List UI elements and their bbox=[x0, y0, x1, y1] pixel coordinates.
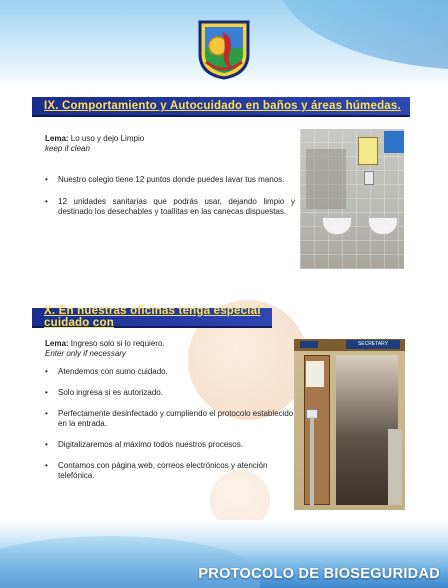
list-item: • Solo ingresa si es autorizado. bbox=[45, 388, 297, 398]
footer-title: PROTOCOLO DE BIOSEGURIDAD bbox=[198, 566, 440, 582]
lema-label: Lema: bbox=[45, 339, 69, 348]
section-x-heading-bar bbox=[32, 305, 272, 329]
section-ix-heading-bar bbox=[32, 97, 410, 117]
section-ix-heading: IX. Comportamiento y Autocuidado en baños y áreas húmedas. bbox=[44, 100, 401, 112]
section-x-heading: X. En nuestras oficinas tenga especial cuidado con bbox=[44, 305, 261, 329]
lema-text: Ingreso solo si lo requiero. bbox=[68, 339, 165, 348]
list-item: • Contamos con página web, correos electrónicos y atención telefónica. bbox=[45, 461, 297, 481]
section-ix-bullet-list bbox=[45, 175, 295, 229]
list-item: • 12 unidades sanitarias que podrás usar, dejando limpio y destinado los desechables y toallitas en las canecas dispuestas. bbox=[45, 197, 295, 217]
section-ix-lema bbox=[45, 134, 144, 154]
lema-english: keep it clean bbox=[45, 144, 90, 153]
list-item: • Atendemos con sumo cuidado. bbox=[45, 367, 297, 377]
lema-english: Enter only if necessary bbox=[45, 349, 126, 358]
list-item: • Perfectamente desinfectado y cumpliendo el protocolo establecido en la entrada. bbox=[45, 409, 297, 429]
school-crest-logo bbox=[196, 18, 252, 80]
bathroom-photo bbox=[300, 129, 404, 269]
list-item: • Nuestro colegio tiene 12 puntos donde puedes lavar tus manos. bbox=[45, 175, 295, 185]
lema-text: Lo uso y dejo Limpio bbox=[68, 134, 145, 143]
section-x-bullet-list bbox=[45, 367, 297, 492]
lema-label: Lema: bbox=[45, 134, 69, 143]
list-item: • Digitalizaremos al máximo todos nuestros procesos. bbox=[45, 440, 297, 450]
office-photo bbox=[294, 339, 405, 510]
office-door-sign: SECRETARY bbox=[346, 340, 400, 349]
section-x-lema bbox=[45, 339, 165, 359]
